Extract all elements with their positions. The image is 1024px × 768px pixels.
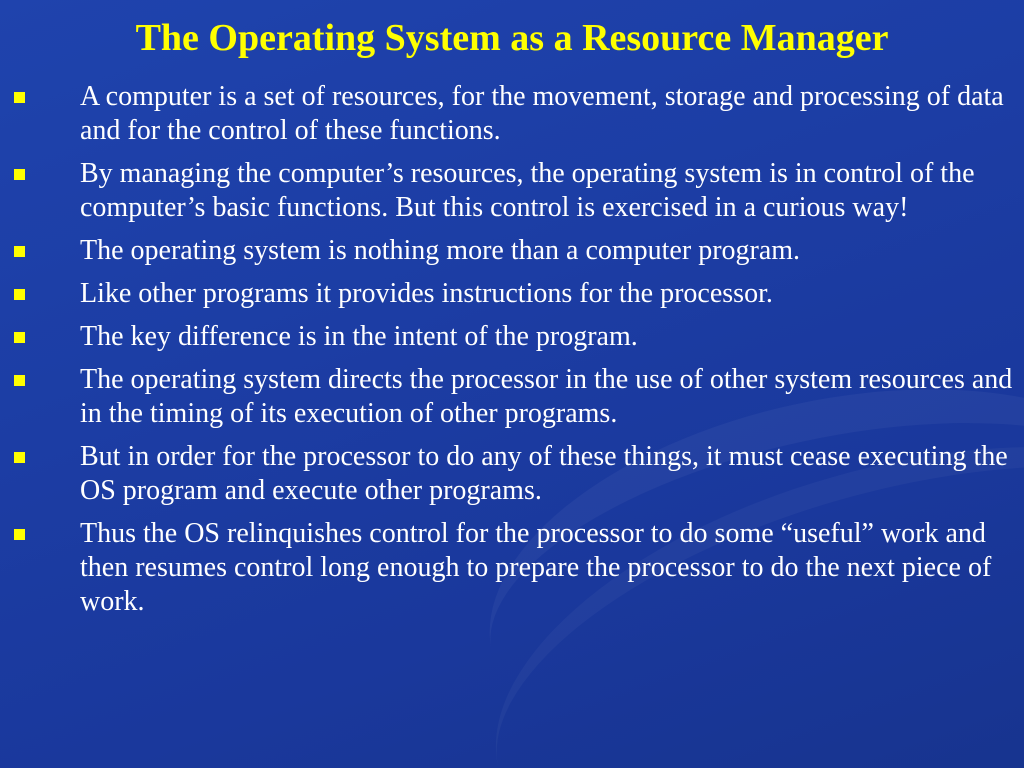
square-bullet-icon <box>14 246 25 257</box>
bullet-text: The key difference is in the intent of the program. <box>80 321 638 352</box>
square-bullet-icon <box>14 332 25 343</box>
square-bullet-icon <box>14 375 25 386</box>
bullet-item <box>0 440 1024 508</box>
square-bullet-icon <box>14 452 25 463</box>
bullet-text: Like other programs it provides instructions for the processor. <box>80 278 773 309</box>
bullet-item <box>0 80 1024 148</box>
bullet-text: The operating system directs the processor in the use of other system resources and in the timing of its execution of other programs. <box>80 364 1013 429</box>
square-bullet-icon <box>14 289 25 300</box>
slide-title: The Operating System as a Resource Manager <box>135 17 889 59</box>
bullet-item <box>0 157 1024 225</box>
square-bullet-icon <box>14 92 25 103</box>
square-bullet-icon <box>14 169 25 180</box>
bullet-item <box>0 320 1024 354</box>
bullet-text: A computer is a set of resources, for the movement, storage and processing of data and for the control of these functions. <box>80 81 1004 146</box>
bullet-text: But in order for the processor to do any of these things, it must cease executing the OS program and execute other programs. <box>80 441 1008 506</box>
bullet-text: The operating system is nothing more than a computer program. <box>80 235 801 266</box>
bullet-item <box>0 277 1024 311</box>
bullet-text: Thus the OS relinquishes control for the processor to do some “useful” work and then resumes control long enough to prepare the processor to do the next piece of work. <box>80 518 992 617</box>
bullet-list <box>0 80 1024 628</box>
bullet-text: By managing the computer’s resources, the operating system is in control of the computer’s basic functions. But this control is exercised in a curious way! <box>80 158 975 223</box>
bullet-item <box>0 363 1024 431</box>
bullet-item <box>0 517 1024 619</box>
bullet-item <box>0 234 1024 268</box>
square-bullet-icon <box>14 529 25 540</box>
